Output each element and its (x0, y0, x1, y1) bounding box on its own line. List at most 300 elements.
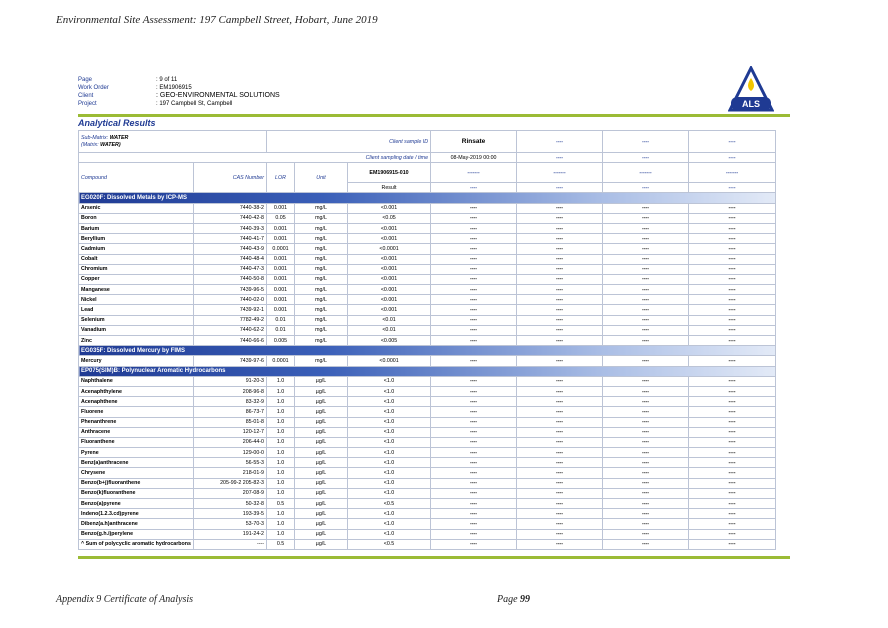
compound-cell: Acenaphthylene (79, 386, 194, 396)
empty-result-cell: ---- (431, 336, 517, 346)
empty-result-cell: ---- (689, 458, 776, 468)
lor-cell: 0.001 (267, 305, 295, 315)
result-cell: <1.0 (348, 529, 431, 539)
meta-row (78, 84, 280, 92)
result-cell: <1.0 (348, 448, 431, 458)
lor-cell: 0.01 (267, 325, 295, 335)
empty-column: ---- (517, 183, 603, 193)
empty-result-cell: ---- (603, 407, 689, 417)
report-header: Environmental Site Assessment: 197 Campbell Street, Hobart, June 2019 (56, 14, 378, 26)
cas-cell: 120-12-7 (194, 427, 267, 437)
result-cell: <0.001 (348, 285, 431, 295)
empty-result-cell: ---- (517, 539, 603, 549)
empty-result-cell: ---- (431, 223, 517, 233)
page-title: Analytical Results (78, 118, 156, 128)
result-cell: <1.0 (348, 417, 431, 427)
empty-result-cell: ---- (517, 336, 603, 346)
empty-result-cell: ---- (431, 203, 517, 213)
empty-result-cell: ---- (431, 305, 517, 315)
empty-result-cell: ---- (689, 285, 776, 295)
empty-result-cell: ---- (689, 488, 776, 498)
compound-cell: Vanadium (79, 325, 194, 335)
title-divider (78, 114, 790, 117)
empty-result-cell: ---- (517, 417, 603, 427)
submatrix-value: WATER (109, 134, 129, 141)
empty-column: ---- (689, 131, 776, 153)
result-cell: <0.05 (348, 213, 431, 223)
unit-cell: µg/L (295, 458, 348, 468)
lor-cell: 0.001 (267, 274, 295, 284)
header-row-sample-id (79, 131, 776, 153)
compound-cell: Phenanthrene (79, 417, 194, 427)
lor-cell: 1.0 (267, 519, 295, 529)
footer-appendix: Appendix 9 Certificate of Analysis (56, 594, 194, 605)
compound-cell: Benzo(b+j)fluoranthene (79, 478, 194, 488)
empty-result-cell: ---- (689, 437, 776, 447)
lor-cell: 0.5 (267, 539, 295, 549)
lor-cell: 0.01 (267, 315, 295, 325)
cas-cell: 7440-50-8 (194, 274, 267, 284)
empty-result-cell: ---- (603, 386, 689, 396)
cas-cell: 218-01-9 (194, 468, 267, 478)
unit-cell: µg/L (295, 519, 348, 529)
empty-result-cell: ---- (689, 417, 776, 427)
empty-result-cell: ---- (689, 223, 776, 233)
empty-result-cell: ---- (431, 529, 517, 539)
empty-result-cell: ---- (431, 213, 517, 223)
table-row (79, 478, 776, 488)
empty-result-cell: ---- (603, 478, 689, 488)
lab-id-cell: EM1906915-010 (348, 163, 431, 183)
result-cell: <0.005 (348, 336, 431, 346)
empty-result-cell: ---- (517, 356, 603, 366)
result-cell: <0.001 (348, 264, 431, 274)
cas-cell: 7440-48-4 (194, 254, 267, 264)
empty-result-cell: ---- (689, 468, 776, 478)
table-row (79, 213, 776, 223)
result-cell: <1.0 (348, 437, 431, 447)
empty-result-cell: ---- (517, 315, 603, 325)
lor-cell: 0.005 (267, 336, 295, 346)
empty-result-cell: ---- (517, 519, 603, 529)
compound-cell: Boron (79, 213, 194, 223)
meta-row (78, 100, 280, 108)
section-header (79, 366, 776, 376)
empty-result-cell: ---- (603, 468, 689, 478)
unit-cell: mg/L (295, 234, 348, 244)
unit-cell: µg/L (295, 509, 348, 519)
empty-result-cell: ---- (517, 254, 603, 264)
als-logo-icon (728, 66, 774, 114)
empty-column: ------- (689, 163, 776, 183)
compound-cell: Dibenz(a.h)anthracene (79, 519, 194, 529)
unit-cell: mg/L (295, 203, 348, 213)
table-row (79, 509, 776, 519)
empty-result-cell: ---- (431, 244, 517, 254)
empty-result-cell: ---- (517, 468, 603, 478)
cas-cell: 7439-92-1 (194, 305, 267, 315)
table-row (79, 376, 776, 386)
empty-result-cell: ---- (517, 499, 603, 509)
unit-cell: mg/L (295, 244, 348, 254)
empty-result-cell: ---- (603, 437, 689, 447)
cas-cell: 205-99-2 205-82-3 (194, 478, 267, 488)
result-cell: <0.001 (348, 295, 431, 305)
empty-result-cell: ---- (603, 315, 689, 325)
empty-result-cell: ---- (689, 529, 776, 539)
footer-page-number: 99 (520, 594, 531, 605)
compound-cell: Manganese (79, 285, 194, 295)
empty-result-cell: ---- (689, 305, 776, 315)
compound-cell: Lead (79, 305, 194, 315)
table-row (79, 254, 776, 264)
lor-cell: 1.0 (267, 468, 295, 478)
empty-result-cell: ---- (431, 325, 517, 335)
empty-result-cell: ---- (517, 264, 603, 274)
unit-cell: µg/L (295, 488, 348, 498)
empty-result-cell: ---- (431, 274, 517, 284)
empty-result-cell: ---- (603, 397, 689, 407)
cas-cell: 129-00-0 (194, 448, 267, 458)
lor-cell: 1.0 (267, 417, 295, 427)
empty-result-cell: ---- (689, 448, 776, 458)
result-cell: <0.001 (348, 274, 431, 284)
meta-row (78, 76, 280, 84)
empty-result-cell: ---- (431, 254, 517, 264)
result-cell: <1.0 (348, 458, 431, 468)
empty-result-cell: ---- (689, 407, 776, 417)
header-row-columns (79, 163, 776, 183)
empty-result-cell: ---- (517, 397, 603, 407)
empty-result-cell: ---- (517, 478, 603, 488)
compound-cell: Pyrene (79, 448, 194, 458)
empty-result-cell: ---- (603, 519, 689, 529)
empty-result-cell: ---- (517, 437, 603, 447)
empty-result-cell: ---- (517, 295, 603, 305)
meta-label: Work Order (78, 85, 109, 91)
compound-cell: ^ Sum of polycyclic aromatic hydrocarbons (79, 539, 194, 549)
lor-cell: 1.0 (267, 458, 295, 468)
empty-result-cell: ---- (603, 234, 689, 244)
lor-cell: 0.001 (267, 295, 295, 305)
compound-cell: Arsenic (79, 203, 194, 213)
empty-result-cell: ---- (517, 427, 603, 437)
cas-cell: 56-55-3 (194, 458, 267, 468)
empty-result-cell: ---- (431, 386, 517, 396)
cas-cell: 7440-38-2 (194, 203, 267, 213)
table-row (79, 499, 776, 509)
compound-cell: Fluorene (79, 407, 194, 417)
empty-result-cell: ---- (689, 397, 776, 407)
result-cell: <1.0 (348, 478, 431, 488)
cas-cell: 7440-62-2 (194, 325, 267, 335)
empty-result-cell: ---- (603, 458, 689, 468)
result-cell: <0.001 (348, 305, 431, 315)
lor-cell: 0.0001 (267, 356, 295, 366)
table-row (79, 274, 776, 284)
empty-result-cell: ---- (431, 417, 517, 427)
table-row (79, 264, 776, 274)
empty-result-cell: ---- (431, 509, 517, 519)
empty-result-cell: ---- (603, 305, 689, 315)
section-title: EP075(SIM)B: Polynuclear Aromatic Hydrocarbons (79, 366, 776, 376)
unit-cell: µg/L (295, 539, 348, 549)
empty-result-cell: ---- (431, 376, 517, 386)
empty-result-cell: ---- (517, 448, 603, 458)
lor-cell: 0.001 (267, 223, 295, 233)
empty-result-cell: ---- (689, 274, 776, 284)
result-cell: <0.5 (348, 539, 431, 549)
unit-cell: µg/L (295, 437, 348, 447)
table-row (79, 437, 776, 447)
cas-cell: 7440-66-6 (194, 336, 267, 346)
compound-cell: Zinc (79, 336, 194, 346)
empty-result-cell: ---- (431, 356, 517, 366)
result-cell: <0.01 (348, 325, 431, 335)
cas-cell: 7440-42-8 (194, 213, 267, 223)
empty-result-cell: ---- (603, 223, 689, 233)
empty-result-cell: ---- (603, 417, 689, 427)
empty-result-cell: ---- (689, 203, 776, 213)
empty-result-cell: ---- (431, 539, 517, 549)
compound-cell: Acenaphthene (79, 397, 194, 407)
empty-result-cell: ---- (603, 254, 689, 264)
cas-cell: 208-96-8 (194, 386, 267, 396)
empty-result-cell: ---- (689, 234, 776, 244)
compound-cell: Benzo(a)pyrene (79, 499, 194, 509)
table-row (79, 325, 776, 335)
compound-cell: Copper (79, 274, 194, 284)
cas-cell: 207-08-9 (194, 488, 267, 498)
empty-result-cell: ---- (603, 274, 689, 284)
logo-text: ALS (742, 99, 760, 109)
empty-result-cell: ---- (689, 376, 776, 386)
empty-result-cell: ---- (689, 213, 776, 223)
empty-result-cell: ---- (517, 223, 603, 233)
compound-cell: Benzo(g.h.i)perylene (79, 529, 194, 539)
empty-result-cell: ---- (603, 203, 689, 213)
result-cell: <0.01 (348, 315, 431, 325)
report-meta (78, 76, 280, 108)
table-row (79, 285, 776, 295)
cas-cell: 86-73-7 (194, 407, 267, 417)
empty-result-cell: ---- (517, 376, 603, 386)
unit-cell: µg/L (295, 448, 348, 458)
empty-result-cell: ---- (517, 407, 603, 417)
table-row (79, 203, 776, 213)
empty-result-cell: ---- (603, 264, 689, 274)
empty-result-cell: ---- (431, 295, 517, 305)
empty-result-cell: ---- (689, 315, 776, 325)
table-row (79, 427, 776, 437)
meta-value: : GEO-ENVIRONMENTAL SOLUTIONS (156, 92, 280, 100)
empty-result-cell: ---- (689, 386, 776, 396)
cas-cell: 7440-39-3 (194, 223, 267, 233)
empty-column: ------- (431, 163, 517, 183)
compound-cell: Cobalt (79, 254, 194, 264)
empty-result-cell: ---- (689, 427, 776, 437)
table-row (79, 407, 776, 417)
cas-cell: 91-20-3 (194, 376, 267, 386)
unit-cell: mg/L (295, 223, 348, 233)
unit-cell: mg/L (295, 254, 348, 264)
table-row (79, 488, 776, 498)
empty-result-cell: ---- (517, 305, 603, 315)
unit-cell: mg/L (295, 274, 348, 284)
unit-cell: µg/L (295, 397, 348, 407)
compound-cell: Chromium (79, 264, 194, 274)
cas-cell: 193-39-5 (194, 509, 267, 519)
matrix-label: (Matrix: (81, 141, 99, 148)
meta-value: : EM1906915 (156, 84, 192, 92)
compound-cell: Fluoranthene (79, 437, 194, 447)
compound-cell: Benzo(k)fluoranthene (79, 488, 194, 498)
meta-value: : 9 of 11 (156, 76, 177, 84)
empty-result-cell: ---- (603, 325, 689, 335)
result-cell: <1.0 (348, 407, 431, 417)
compound-cell: Chrysene (79, 468, 194, 478)
unit-cell: µg/L (295, 417, 348, 427)
result-cell: <1.0 (348, 468, 431, 478)
compound-cell: Beryllium (79, 234, 194, 244)
unit-cell: µg/L (295, 529, 348, 539)
empty-result-cell: ---- (603, 356, 689, 366)
meta-label: Client (78, 93, 94, 99)
lor-cell: 1.0 (267, 488, 295, 498)
unit-cell: µg/L (295, 376, 348, 386)
empty-result-cell: ---- (603, 448, 689, 458)
result-cell: <1.0 (348, 509, 431, 519)
empty-result-cell: ---- (431, 448, 517, 458)
empty-result-cell: ---- (603, 213, 689, 223)
cas-cell: 7439-97-6 (194, 356, 267, 366)
result-cell: <0.0001 (348, 244, 431, 254)
sampling-date-cell: 08-May-2019 00:00 (431, 153, 517, 163)
lor-cell: 1.0 (267, 437, 295, 447)
cas-cell: 191-24-2 (194, 529, 267, 539)
empty-result-cell: ---- (517, 458, 603, 468)
compound-cell: Mercury (79, 356, 194, 366)
table-row (79, 458, 776, 468)
meta-value: : 197 Campbell St, Campbell (156, 100, 232, 108)
lor-cell: 0.001 (267, 285, 295, 295)
result-cell: <0.001 (348, 223, 431, 233)
empty-result-cell: ---- (689, 478, 776, 488)
empty-result-cell: ---- (689, 295, 776, 305)
meta-label: Project (78, 101, 97, 107)
lor-cell: 0.5 (267, 499, 295, 509)
table-row (79, 244, 776, 254)
table-row (79, 356, 776, 366)
cas-cell: 7440-47-3 (194, 264, 267, 274)
unit-cell: mg/L (295, 305, 348, 315)
table-row (79, 539, 776, 549)
empty-result-cell: ---- (517, 488, 603, 498)
cas-cell: 7782-49-2 (194, 315, 267, 325)
unit-cell: mg/L (295, 356, 348, 366)
lor-cell: 1.0 (267, 386, 295, 396)
result-cell: <0.001 (348, 203, 431, 213)
bottom-divider (78, 556, 790, 559)
empty-result-cell: ---- (689, 356, 776, 366)
empty-column: ------- (603, 163, 689, 183)
header-row-sampling-date (79, 153, 776, 163)
empty-result-cell: ---- (431, 397, 517, 407)
empty-result-cell: ---- (517, 285, 603, 295)
compound-cell: Selenium (79, 315, 194, 325)
section-header (79, 193, 776, 203)
empty-result-cell: ---- (603, 336, 689, 346)
result-cell: <0.001 (348, 254, 431, 264)
table-row (79, 295, 776, 305)
empty-result-cell: ---- (689, 254, 776, 264)
results-table (78, 130, 776, 550)
empty-result-cell: ---- (689, 336, 776, 346)
empty-column: ---- (517, 153, 603, 163)
table-row (79, 234, 776, 244)
empty-result-cell: ---- (603, 529, 689, 539)
rinsate-cell: Rinsate (431, 131, 517, 153)
empty-result-cell: ---- (431, 407, 517, 417)
unit-cell: mg/L (295, 295, 348, 305)
unit-cell: µg/L (295, 499, 348, 509)
lor-cell: 1.0 (267, 376, 295, 386)
empty-result-cell: ---- (603, 295, 689, 305)
cas-cell: 53-70-3 (194, 519, 267, 529)
empty-result-cell: ---- (603, 488, 689, 498)
cas-cell: 83-32-9 (194, 397, 267, 407)
table-row (79, 336, 776, 346)
empty-result-cell: ---- (517, 234, 603, 244)
empty-result-cell: ---- (517, 529, 603, 539)
unit-cell: µg/L (295, 407, 348, 417)
section-header (79, 346, 776, 356)
empty-column: ------- (517, 163, 603, 183)
section-title: EG035F: Dissolved Mercury by FIMS (79, 346, 776, 356)
result-cell: <1.0 (348, 376, 431, 386)
sampling-date-label: Client sampling date / time (79, 153, 431, 163)
lor-cell: 1.0 (267, 478, 295, 488)
table-row (79, 386, 776, 396)
empty-result-cell: ---- (603, 376, 689, 386)
lor-cell: 1.0 (267, 509, 295, 519)
table-row (79, 468, 776, 478)
empty-result-cell: ---- (603, 285, 689, 295)
empty-column: ---- (517, 131, 603, 153)
empty-column: ---- (689, 153, 776, 163)
empty-result-cell: ---- (517, 203, 603, 213)
meta-label: Page (78, 77, 93, 83)
lor-cell: 1.0 (267, 427, 295, 437)
empty-result-cell: ---- (689, 244, 776, 254)
empty-column: ---- (603, 131, 689, 153)
compound-cell: Benz(a)anthracene (79, 458, 194, 468)
result-cell: <1.0 (348, 427, 431, 437)
lor-header: LOR (267, 163, 295, 193)
empty-result-cell: ---- (603, 244, 689, 254)
lor-cell: 0.05 (267, 213, 295, 223)
empty-result-cell: ---- (431, 437, 517, 447)
submatrix-label: Sub-Matrix: (81, 134, 109, 141)
empty-result-cell: ---- (431, 468, 517, 478)
empty-column: ---- (689, 183, 776, 193)
compound-header: Compound (79, 163, 194, 193)
empty-result-cell: ---- (431, 499, 517, 509)
result-cell: <0.0001 (348, 356, 431, 366)
empty-column: ---- (431, 183, 517, 193)
result-cell: <1.0 (348, 488, 431, 498)
cas-cell: 85-01-8 (194, 417, 267, 427)
